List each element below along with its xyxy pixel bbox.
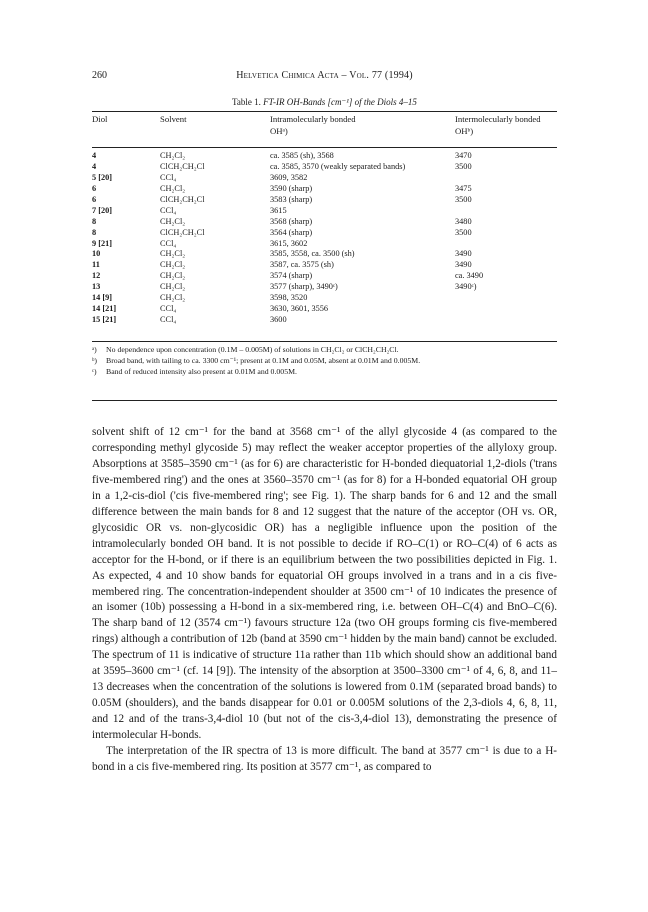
column-header-intramolecular-line1: Intramolecularly bonded: [270, 114, 356, 124]
table-row: [92, 271, 557, 282]
column-header-intramolecular: [270, 113, 440, 137]
cell-solvent: CCl₄: [160, 172, 177, 182]
table-row: [92, 184, 557, 195]
cell-diol: 8: [92, 227, 97, 237]
cell-solvent: CH₂Cl₂: [160, 183, 186, 193]
table-row: [92, 304, 557, 315]
cell-solvent: CCl₄: [160, 304, 177, 314]
footnote-mark: ᶜ): [92, 367, 97, 376]
cell-solvent: CH₂Cl₂: [160, 293, 186, 303]
cell-solvent: ClCH₂CH₂Cl: [160, 161, 205, 171]
cell-diol: 4: [92, 151, 97, 160]
cell-intermolecular: 3500: [455, 161, 472, 171]
table-row: [92, 195, 557, 206]
table-row: [92, 293, 557, 304]
cell-intramolecular: 3568 (sharp): [270, 216, 313, 226]
cell-diol: 13: [92, 282, 101, 292]
cell-intramolecular: 3583 (sharp): [270, 194, 313, 204]
column-header-diol: Diol: [92, 114, 108, 124]
table-row: [92, 249, 557, 260]
cell-diol: 7 [20]: [92, 205, 113, 215]
body-text: [92, 425, 557, 776]
cell-solvent: CCl₄: [160, 205, 177, 215]
cell-intermolecular: 3490: [455, 249, 472, 259]
table-row: [92, 239, 557, 250]
table-row: [92, 151, 557, 162]
cell-diol: 5 [20]: [92, 172, 113, 182]
footnote-mark: ᵇ): [92, 356, 98, 365]
footnote: [92, 344, 557, 355]
footnote-text: Band of reduced intensity also present at 0.01M and 0.005M.: [106, 367, 297, 376]
column-header-intermolecular-line1: Intermolecularly bonded: [455, 114, 541, 124]
column-header-solvent: Solvent: [160, 114, 187, 124]
cell-intramolecular: 3630, 3601, 3556: [270, 304, 329, 314]
table-top-rule: [92, 111, 557, 112]
cell-intramolecular: 3585, 3558, ca. 3500 (sh): [270, 249, 355, 259]
cell-solvent: ClCH₂CH₂Cl: [160, 194, 205, 204]
cell-intramolecular: 3615: [270, 205, 287, 215]
cell-intramolecular: ca. 3585 (sh), 3568: [270, 151, 334, 160]
cell-intramolecular: 3574 (sharp): [270, 271, 313, 281]
table-bottom-rule: [92, 341, 557, 342]
cell-intermolecular: 3480: [455, 216, 472, 226]
table-footnotes: [92, 344, 557, 377]
body-paragraph: solvent shift of 12 cm⁻¹ for the band at 3568 cm⁻¹ of the allyl glycoside 4 (as compared to the corresponding methyl glycoside 5) may reflect the weaker acceptor properties of the allyloxy group. Absorptions at 3585–3590 cm⁻¹ (as for 6) are characteristic for H-bonded diequatorial 1,2-diols ('trans five-membered ring') and the ones at 3560–3570 cm⁻¹ (as for 8) for a H-bonded equatorial OH group in a 1,2-cis-diol ('cis five-membered ring'; see Fig. 1). The sharp bands for 6 and 12 and the small difference between the main bands for 8 and 12 suggest that the nature of the acceptor (OH vs. OR, glycosidic OR vs. non-glycosidic OR) has a negligible influence upon the position of the intramolecularly bonded OH band. It is not possible to decide if RO–C(1) or RO–C(4) of 6 acts as acceptor for the H-bond, or if there is an equilibrium between the two possibilities depicted in Fig. 1. As expected, 4 and 10 show bands for equatorial OH groups involved in a trans and in a cis five-membered ring. The concentration-independent shoulder at 3500 cm⁻¹ of 10 indicates the presence of an isomer (10b) possessing a H-bond in a six-membered ring, i.e. between OH–C(4) and BnO–C(6). The sharp band of 12 (3574 cm⁻¹) favours structure 12a (two OH groups forming cis five-membered rings) although a contribution of 12b (band at 3590 cm⁻¹ hidden by the main band) cannot be excluded. The spectrum of 11 is indicative of structure 11a rather than 11b which should show an additional band at 3595–3600 cm⁻¹ (cf. 14 [9]). The intensity of the absorption at 3500–3300 cm⁻¹ of 4, 6, 8, and 11–13 decreases when the concentration of the solutions is lowered from 0.1M (separated broad bands) to 0.05M (shoulders), and the bands disappear for 0.01 or 0.005M solutions of the 2,3-diols 4, 6, 8, 11, and 12 and of the trans-3,4-diol 10 (but not of the cis-3,4-diol 13), demonstrating the presence of intermolecular H-bonds.: [92, 426, 557, 742]
cell-solvent: CH₂Cl₂: [160, 151, 186, 160]
cell-solvent: CH₂Cl₂: [160, 260, 186, 270]
table-row: [92, 228, 557, 239]
cell-intermolecular: 3490ᶜ): [455, 282, 477, 292]
cell-diol: 6: [92, 183, 97, 193]
table-caption-label: Table 1.: [232, 97, 261, 107]
cell-intermolecular: 3500: [455, 194, 472, 204]
table-row: [92, 315, 557, 326]
cell-intramolecular: 3564 (sharp): [270, 227, 313, 237]
cell-solvent: CH₂Cl₂: [160, 249, 186, 259]
cell-intramolecular: 3609, 3582: [270, 172, 308, 182]
table-row: [92, 260, 557, 271]
running-head: [92, 70, 557, 84]
cell-solvent: CCl₄: [160, 238, 177, 248]
column-header-intramolecular-line2: OHᵃ): [270, 126, 288, 136]
table-header-rule: [92, 147, 557, 148]
footnote-text: Broad band, with tailing to ca. 3300 cm⁻¹; present at 0.1M and 0.05M, absent at 0.01M and 0.005M.: [106, 356, 421, 365]
cell-intramolecular: 3590 (sharp): [270, 183, 313, 193]
cell-intramolecular: 3600: [270, 315, 287, 325]
table-body: [92, 151, 557, 326]
table-row: [92, 162, 557, 173]
cell-intermolecular: 3500: [455, 227, 472, 237]
cell-intramolecular: 3577 (sharp), 3490ᶜ): [270, 282, 338, 292]
cell-solvent: CH₂Cl₂: [160, 271, 186, 281]
cell-solvent: CH₂Cl₂: [160, 282, 186, 292]
cell-intramolecular: ca. 3585, 3570 (weakly separated bands): [270, 161, 406, 171]
footnote-end-rule: [92, 400, 557, 401]
cell-diol: 8: [92, 216, 97, 226]
table-row: [92, 217, 557, 228]
cell-solvent: CH₂Cl₂: [160, 216, 186, 226]
cell-intermolecular: ca. 3490: [455, 271, 484, 281]
page-number: 260: [92, 70, 107, 81]
cell-diol: 15 [21]: [92, 315, 117, 325]
table-row: [92, 206, 557, 217]
cell-intermolecular: 3470: [455, 151, 472, 160]
footnote: [92, 366, 557, 377]
cell-diol: 11: [92, 260, 100, 270]
column-header-intermolecular-line2: OHᵇ): [455, 126, 474, 136]
cell-intramolecular: 3598, 3520: [270, 293, 308, 303]
journal-title: Helvetica Chimica Acta – Vol. 77 (1994): [236, 70, 413, 81]
cell-diol: 12: [92, 271, 101, 281]
table-caption: [92, 97, 557, 108]
column-header-intermolecular: [455, 113, 557, 137]
cell-solvent: CCl₄: [160, 315, 177, 325]
cell-intermolecular: 3490: [455, 260, 472, 270]
table-row: [92, 282, 557, 293]
cell-diol: 6: [92, 194, 97, 204]
cell-solvent: ClCH₂CH₂Cl: [160, 227, 205, 237]
cell-intramolecular: 3587, ca. 3575 (sh): [270, 260, 334, 270]
cell-diol: 9 [21]: [92, 238, 113, 248]
table-caption-title: FT-IR OH-Bands [cm⁻¹] of the Diols 4–15: [263, 97, 417, 107]
cell-diol: 4: [92, 161, 97, 171]
cell-intramolecular: 3615, 3602: [270, 238, 308, 248]
body-paragraph: The interpretation of the IR spectra of 13 is more difficult. The band at 3577 cm⁻¹ is due to a H-bond in a cis five-membered ring. Its position at 3577 cm⁻¹, as compared to: [92, 745, 557, 774]
footnote-text: No dependence upon concentration (0.1M – 0.005M) of solutions in CH₂Cl₂ or ClCH₂CH₂Cl.: [106, 345, 399, 354]
table-row: [92, 173, 557, 184]
footnote-mark: ᵃ): [92, 345, 97, 354]
cell-intermolecular: 3475: [455, 183, 472, 193]
cell-diol: 14 [21]: [92, 304, 117, 314]
cell-diol: 14 [9]: [92, 293, 113, 303]
footnote: [92, 355, 557, 366]
cell-diol: 10: [92, 249, 101, 259]
